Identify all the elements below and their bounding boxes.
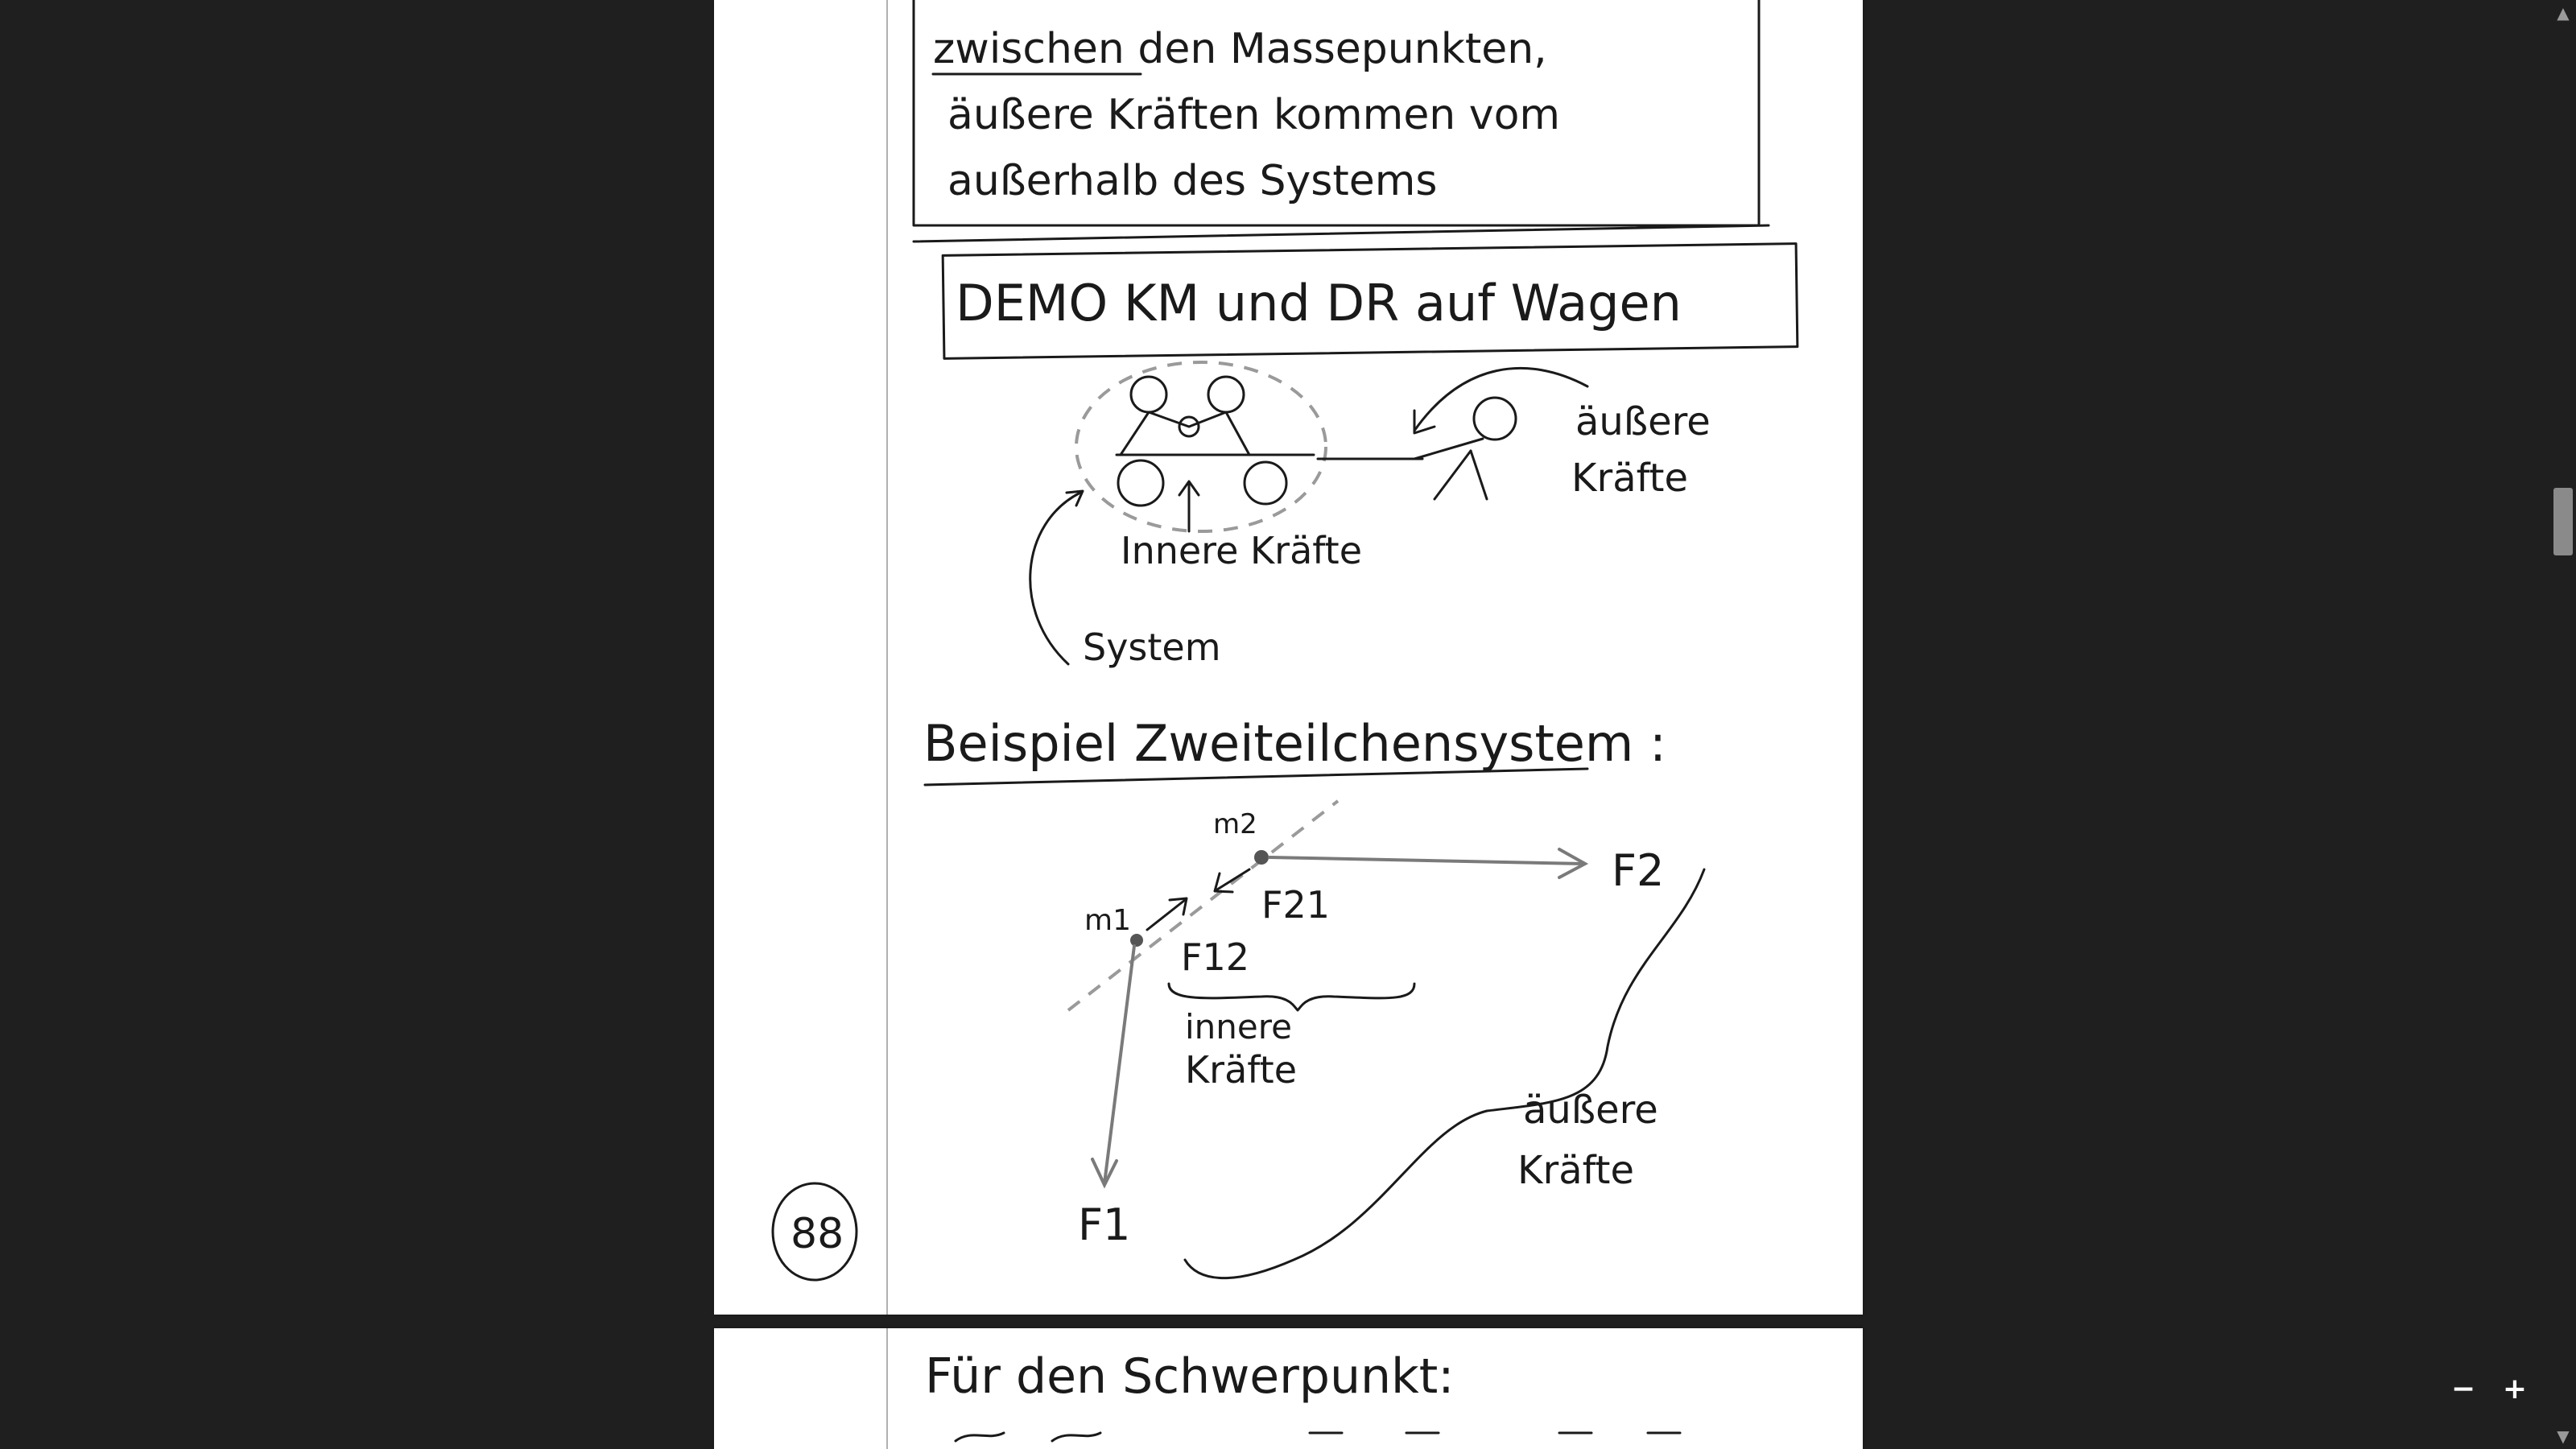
page-number: 88 <box>791 1210 844 1258</box>
outer-forces-label-2: Kräfte <box>1517 1148 1635 1193</box>
handwritten-notes-next <box>714 1328 1863 1449</box>
cart-sketch <box>1030 362 1587 664</box>
pdf-page <box>714 0 1863 1315</box>
zoom-out-button[interactable]: − <box>2450 1373 2476 1406</box>
outer-forces-label-1: äußere <box>1523 1088 1658 1133</box>
external-forces-label-1: äußere <box>1575 399 1711 444</box>
F12-label: F12 <box>1181 935 1249 979</box>
zoom-in-button[interactable]: + <box>2502 1373 2528 1406</box>
F1-arrow <box>1104 946 1134 1183</box>
inner-forces-label-2: Kräfte <box>1185 1048 1297 1092</box>
box-line-2: äußere Kräften kommen vom <box>947 91 1561 139</box>
pdf-page-next <box>714 1328 1863 1449</box>
external-forces-label-2: Kräfte <box>1571 456 1689 501</box>
F2-label: F2 <box>1612 845 1665 896</box>
system-boundary <box>1076 362 1326 531</box>
two-particle-diagram <box>1068 801 1704 1278</box>
m1-label: m1 <box>1084 904 1131 937</box>
next-page-heading: Für den Schwerpunkt: <box>925 1348 1455 1405</box>
F1-label: F1 <box>1078 1199 1131 1250</box>
vertical-scrollbar[interactable] <box>2550 0 2576 1449</box>
scroll-up-arrow-icon[interactable]: ▲ <box>2557 3 2570 23</box>
F2-arrow <box>1269 857 1583 864</box>
scrollbar-thumb[interactable] <box>2553 488 2573 555</box>
internal-forces-label: Innere Kräfte <box>1121 529 1362 572</box>
system-label: System <box>1083 625 1221 669</box>
box-line-1: zwischen den Massepunkten, <box>933 25 1547 73</box>
box-line-3: außerhalb des Systems <box>947 157 1438 205</box>
demo-title: DEMO KM und DR auf Wagen <box>956 274 1682 332</box>
example-heading: Beispiel Zweiteilchensystem : <box>923 714 1666 773</box>
inner-forces-label-1: innere <box>1185 1007 1292 1046</box>
F21-label: F21 <box>1261 883 1330 927</box>
scroll-down-arrow-icon[interactable]: ▼ <box>2557 1426 2570 1446</box>
m2-label: m2 <box>1213 808 1257 840</box>
handwritten-notes <box>714 0 1863 1315</box>
